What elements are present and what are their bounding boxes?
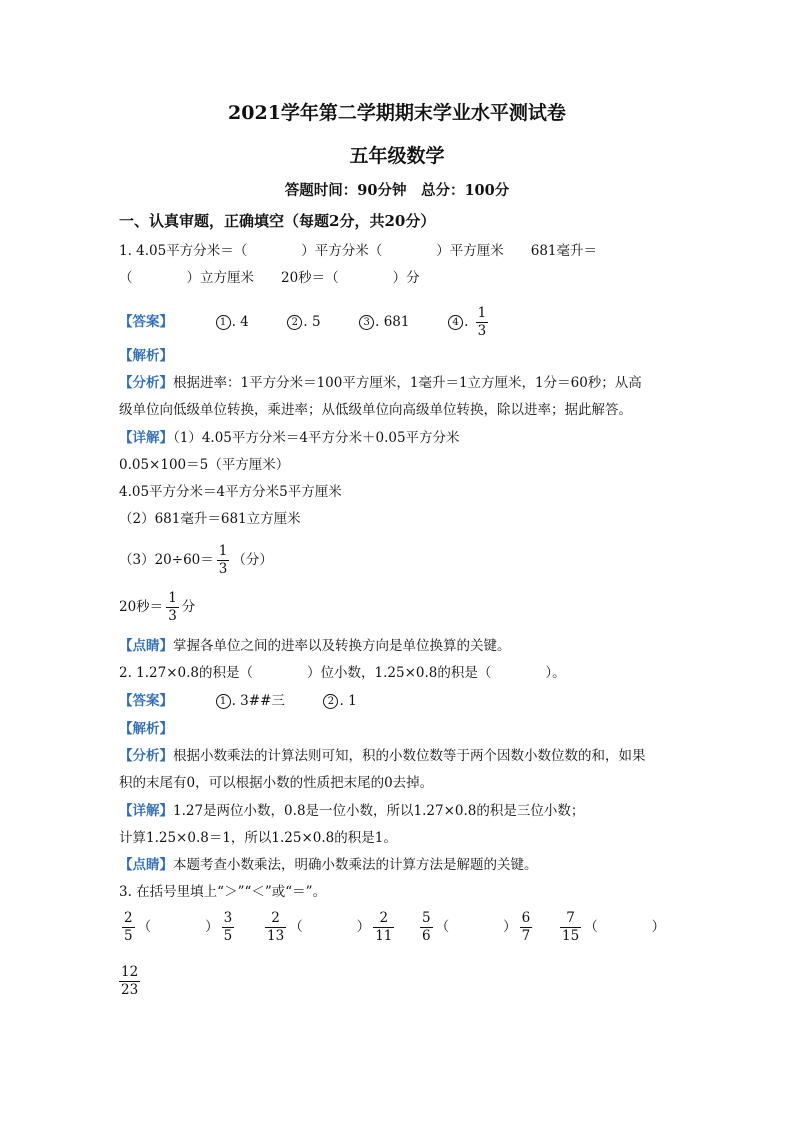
answer-tag: 【答案】 (119, 314, 173, 330)
exam-info: 答题时间：90分钟 总分：100分 (284, 182, 510, 199)
fraction: $\frac{1}{3}$ (477, 305, 487, 339)
q1-answer-3: 3 . 681 (359, 314, 409, 330)
answer-blank: （ ） (435, 919, 517, 935)
q1-answer-row (119, 305, 491, 340)
q3-compare-4a (557, 910, 665, 945)
fraction: $\frac{2}{11}$ (375, 910, 393, 944)
q1-fenxi-line2: 级单位向低级单位转换，乘进率；从低级单位向高级单位转换，除以进率；据此解答。 (119, 402, 632, 418)
fraction: $\frac{2}{5}$ (124, 910, 133, 944)
fraction: $\frac{3}{5}$ (223, 910, 233, 944)
answer-blank: （ ） (584, 919, 666, 935)
fraction: $\frac{6}{7}$ (521, 910, 531, 944)
fraction: $\frac{5}{6}$ (422, 910, 431, 944)
q2-detail-line1: 【详解】1.27是两位小数，0.8是一位小数，所以1.27×0.8的积是三位小数； (119, 803, 585, 819)
q2-stem: 2. 1.27×0.8的积是（ ）位小数，1.25×0.8的积是（ ）。 (119, 665, 566, 681)
q2-fenxi-line2: 积的末尾有0，可以根据小数的性质把末尾的0去掉。 (119, 775, 434, 791)
q1-answer-2: 2 . 5 (287, 314, 320, 330)
answer-tag: 【答案】 (119, 693, 173, 709)
answer-blank: （ ） (289, 919, 371, 935)
q1-dianjing: 【点睛】掌握各单位之间的进率以及转换方向是单位换算的关键。 (119, 638, 511, 654)
fraction: $\frac{1}{3}$ (218, 543, 228, 577)
fraction: $\frac{1}{3}$ (168, 590, 177, 624)
q3-compare-4b (116, 964, 143, 999)
q3-compare-1 (119, 910, 237, 945)
q2-answer-2: 2 . 1 (323, 693, 356, 709)
fraction: $\frac{2}{13}$ (267, 910, 285, 944)
q1-answer-1: 1 . 4 (216, 314, 249, 330)
q1-stem-line1: 1. 4.05平方分米＝（ ）平方分米（ ）平方厘米 681毫升＝ (119, 243, 597, 259)
q3-stem: 3. 在括号里填上“＞”“＜”或“＝”。 (119, 884, 327, 900)
q1-detail-line1: 【详解】（1）4.05平方分米＝4平方分米＋0.05平方分米 (119, 430, 460, 446)
q1-fenxi-line1: 【分析】根据进率：1平方分米＝100平方厘米，1毫升＝1立方厘米，1分＝60秒；从高 (119, 375, 642, 391)
q1-stem-line2: （ ）立方厘米 20秒＝（ ）分 (119, 270, 420, 286)
fraction: $\frac{7}{15}$ (562, 910, 580, 944)
q2-answer-1: 1 . 3##三 (216, 693, 285, 709)
exam-title: 2021学年第二学期期末学业水平测试卷 (228, 102, 566, 124)
section-heading: 一、认真审题，正确填空（每题2分，共20分） (119, 212, 436, 230)
q1-answer-4: 4 . $\frac{1}{3}$ (448, 314, 491, 330)
answer-blank: （ ） (137, 919, 219, 935)
q1-detail-line5: （3）20÷60＝ $\frac{1}{3}$ （分） (119, 543, 273, 577)
exam-subject: 五年级数学 (349, 145, 445, 167)
q1-jiexi: 【解析】 (119, 348, 173, 364)
fraction: $\frac{12}{23}$ (121, 964, 139, 998)
q3-compare-3 (417, 910, 535, 945)
q2-dianjing: 【点睛】本题考查小数乘法，明确小数乘法的计算方法是解题的关键。 (119, 857, 538, 873)
q1-detail-line6: 20秒＝ $\frac{1}{3}$ 分 (119, 590, 196, 624)
q1-detail-line3: 4.05平方分米＝4平方分米5平方厘米 (119, 484, 342, 500)
q2-jiexi: 【解析】 (119, 721, 173, 737)
q2-fenxi-line1: 【分析】根据小数乘法的计算法则可知，积的小数位数等于两个因数小数位数的和，如果 (119, 748, 646, 764)
q2-detail-line2: 计算1.25×0.8＝1，所以1.25×0.8的积是1。 (119, 830, 397, 846)
q1-detail-line2: 0.05×100＝5（平方厘米） (119, 457, 290, 473)
q3-compare-2 (262, 910, 397, 945)
q1-detail-line4: （2）681毫升＝681立方厘米 (119, 511, 301, 527)
q2-answer-row (119, 691, 357, 711)
